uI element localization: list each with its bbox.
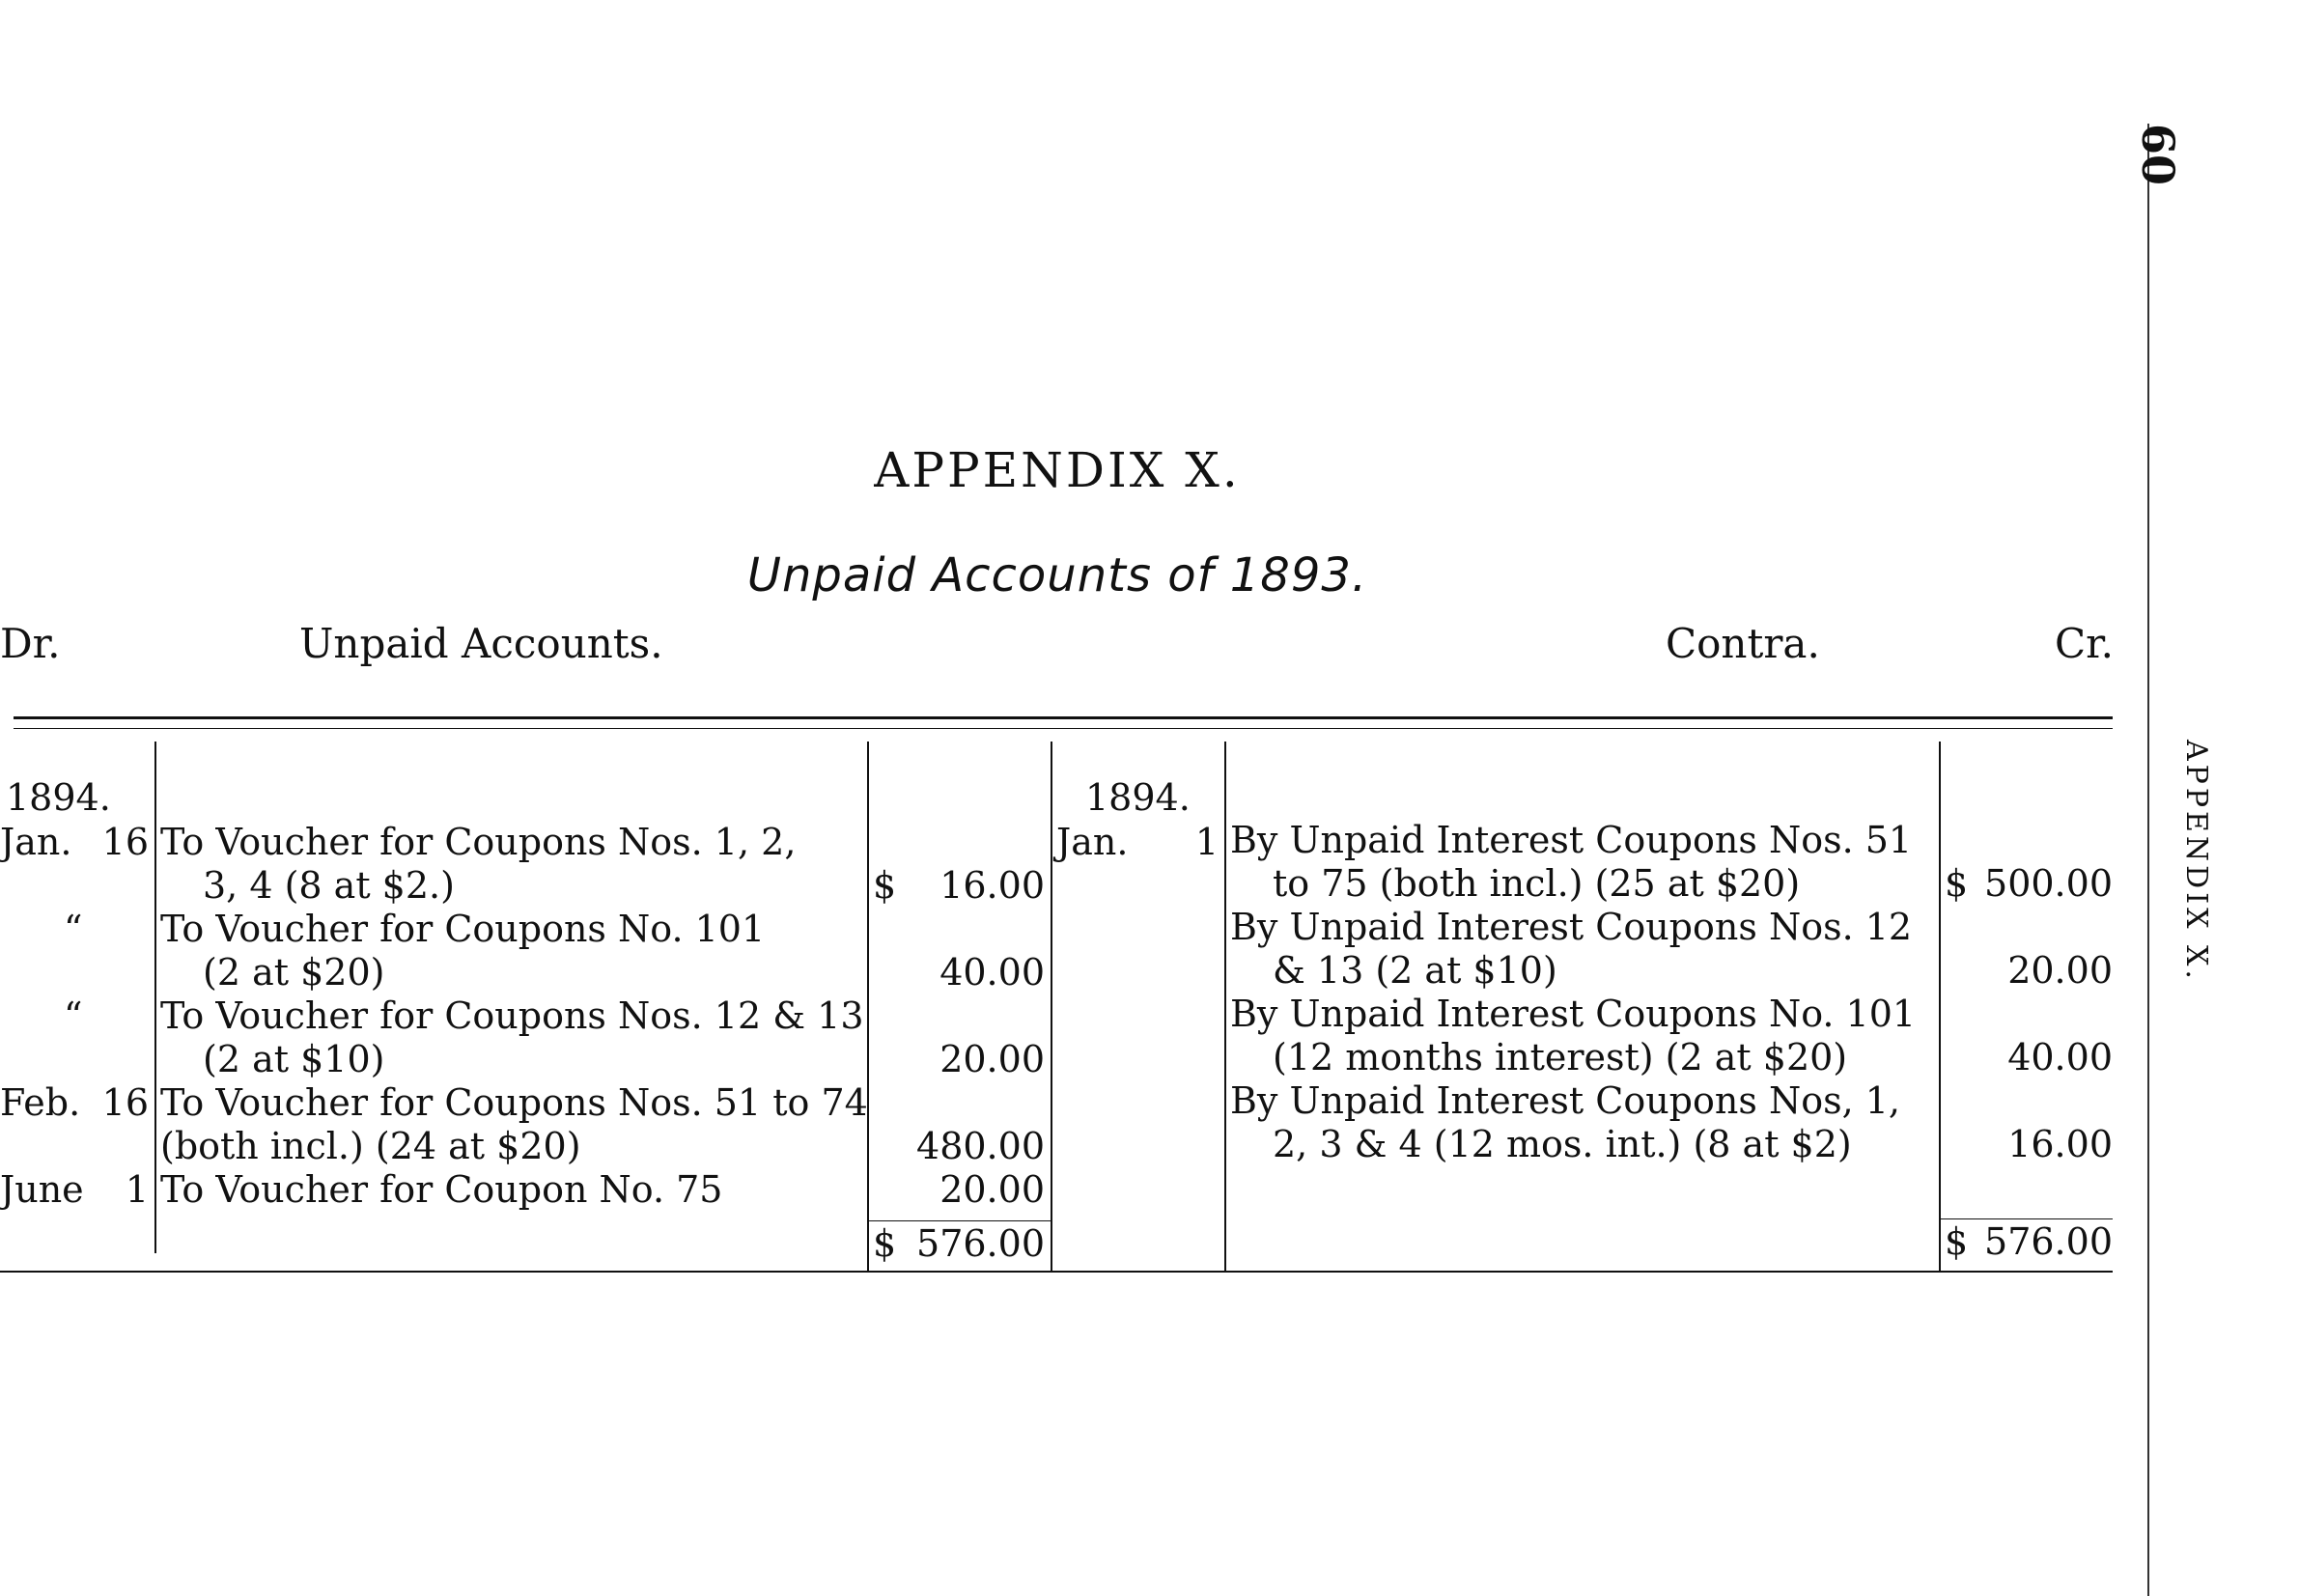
entry-desc-line2: to 75 (both incl.) (25 at $20) bbox=[1273, 862, 1801, 905]
entry-amount: 20.00 bbox=[939, 1038, 1045, 1080]
page-subtitle: Unpaid Accounts of 1893. bbox=[746, 548, 1368, 602]
entry-desc-line2: 2, 3 & 4 (12 mos. int.) (8 at $2) bbox=[1273, 1123, 1852, 1165]
bottom-rule bbox=[0, 1271, 2113, 1273]
entry-desc-line1: By Unpaid Interest Coupons Nos, 1, bbox=[1230, 1079, 1900, 1122]
entry-ditto-mark: “ bbox=[64, 908, 83, 950]
entry-desc-line2: (both incl.) (24 at $20) bbox=[160, 1125, 581, 1167]
entry-desc-line2: (2 at $10) bbox=[203, 1038, 385, 1080]
page-edge-line bbox=[2147, 124, 2149, 1596]
entry-month: Feb. bbox=[0, 1081, 81, 1124]
entry-month: Jan. bbox=[0, 821, 72, 863]
credit-label: Cr. bbox=[2055, 620, 2114, 667]
entry-ditto-mark: “ bbox=[64, 994, 83, 1037]
entry-amount: 20.00 bbox=[2007, 949, 2113, 992]
right-date-column-line bbox=[1224, 742, 1226, 1271]
entry-day: 16 bbox=[101, 1081, 149, 1124]
entry-desc-line1: By Unpaid Interest Coupons No. 101 bbox=[1230, 993, 1917, 1035]
entry-day: 1 bbox=[125, 1168, 149, 1211]
entry-desc-line1: To Voucher for Coupons Nos. 1, 2, bbox=[160, 821, 797, 863]
left-date-column-line bbox=[154, 742, 156, 1253]
center-divider-line bbox=[1051, 742, 1052, 1271]
entry-month: June bbox=[0, 1168, 84, 1211]
right-day: 1 bbox=[1194, 821, 1219, 863]
right-total-dollar-sign: $ bbox=[1945, 1220, 1969, 1263]
entry-dollar-sign: $ bbox=[1945, 862, 1969, 905]
header-rule-thin bbox=[14, 728, 2113, 729]
entry-amount: 20.00 bbox=[939, 1168, 1045, 1211]
left-total-underline bbox=[867, 1220, 1051, 1221]
right-total-underline bbox=[1939, 1218, 2113, 1219]
left-year: 1894. bbox=[6, 776, 111, 819]
running-head: APPENDIX X. bbox=[2179, 740, 2213, 983]
debit-label: Dr. bbox=[0, 620, 61, 667]
right-month: Jan. bbox=[1056, 821, 1129, 863]
entry-desc-line1: To Voucher for Coupons No. 101 bbox=[160, 908, 766, 950]
entry-desc-line2: 3, 4 (8 at $2.) bbox=[203, 864, 455, 907]
entry-desc-line1: By Unpaid Interest Coupons Nos. 51 bbox=[1230, 819, 1913, 861]
entry-day: 16 bbox=[101, 821, 149, 863]
entry-amount: 40.00 bbox=[2007, 1036, 2113, 1078]
entry-desc-line1: To Voucher for Coupons Nos. 12 & 13 bbox=[160, 994, 864, 1037]
header-rule-thick bbox=[14, 716, 2113, 719]
entry-amount: 480.00 bbox=[916, 1125, 1045, 1167]
entry-desc-line1: To Voucher for Coupon No. 75 bbox=[160, 1168, 723, 1211]
entry-amount: 16.00 bbox=[2007, 1123, 2113, 1165]
entry-desc-line1: To Voucher for Coupons Nos. 51 to 74 bbox=[160, 1081, 868, 1124]
right-total: 576.00 bbox=[1984, 1220, 2113, 1263]
entry-desc-line2: (12 months interest) (2 at $20) bbox=[1273, 1036, 1848, 1078]
page-number: 60 bbox=[2132, 124, 2184, 186]
page-title: APPENDIX X. bbox=[874, 442, 1241, 498]
left-total: 576.00 bbox=[916, 1222, 1045, 1265]
left-total-dollar-sign: $ bbox=[873, 1222, 897, 1265]
left-account-title: Unpaid Accounts. bbox=[299, 620, 663, 667]
right-amount-column-line bbox=[1939, 742, 1941, 1271]
entry-dollar-sign: $ bbox=[873, 864, 897, 907]
left-amount-column-line bbox=[867, 742, 869, 1271]
entry-desc-line1: By Unpaid Interest Coupons Nos. 12 bbox=[1230, 906, 1913, 948]
right-account-title: Contra. bbox=[1666, 620, 1820, 667]
entry-desc-line2: (2 at $20) bbox=[203, 951, 385, 994]
entry-amount: 40.00 bbox=[939, 951, 1045, 994]
entry-desc-line2: & 13 (2 at $10) bbox=[1273, 949, 1557, 992]
right-year: 1894. bbox=[1085, 776, 1191, 819]
entry-amount: 500.00 bbox=[1984, 862, 2113, 905]
entry-amount: 16.00 bbox=[939, 864, 1045, 907]
